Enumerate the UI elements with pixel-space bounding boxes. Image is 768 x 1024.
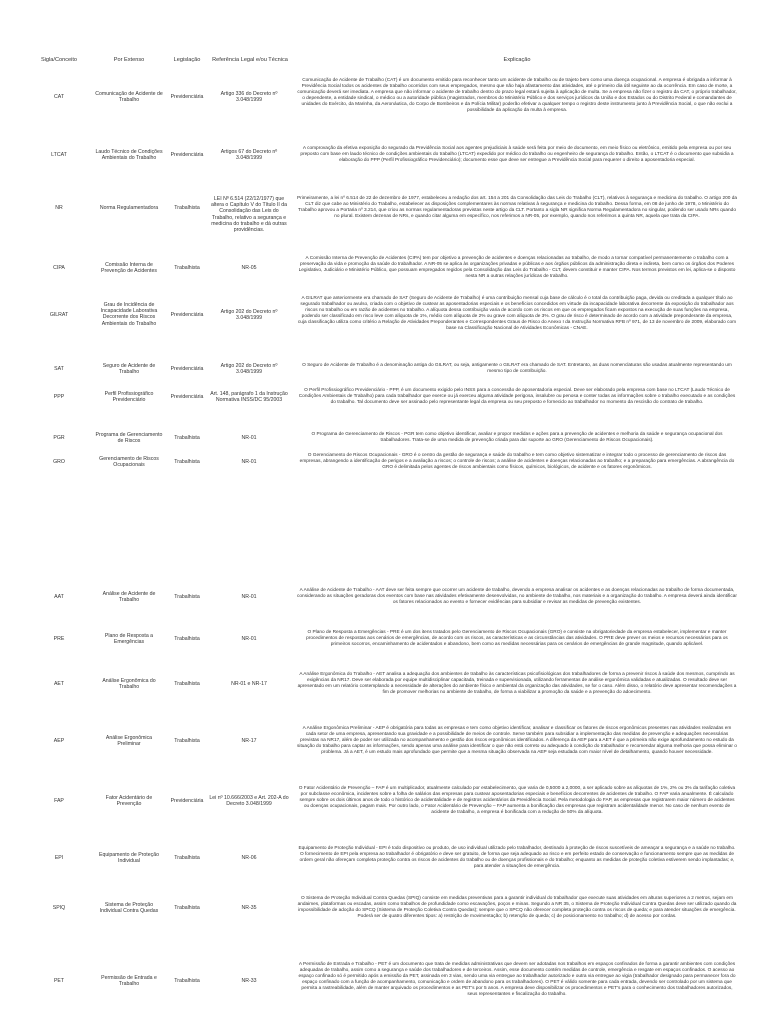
cell-explicacao: Primeiramente, a lei nº 6.514 de 22 de dezembro de 1977, estabeleceu a redação dos art. 154 a 201 da Consolidação das Leis do Trabalho (CLT), relativos à segurança e medicina do trabalho. O artigo 200 da CLT diz que cabe ao Ministério do Trabalho, estabelecer as disposições complementares às normas relativas à segurança e medicina do trabalho. Dessa forma, em 08 de junho de 1978, o Ministério do Trabalho aprovou a Portaria nº 3.214, que criou as normas regulamentadoras previstas neste artigo da CLT. Portanto a sigla NR significa Norma Regulamentadora no singular, podendo ser usado NRs quando no plural. Existem dezenas de NRs, e quando citar alguma em específico, nos referimos a NR-05, por exemplo, quando nos referimos a quinta NR, aquela que trata da CIPA. [297, 196, 737, 220]
cell-referencia: NR-01 [241, 459, 257, 465]
table-row [0, 78, 768, 136]
table-row [0, 432, 768, 446]
cell-extenso: Comunicação de Acidente de Trabalho [95, 90, 163, 103]
cell-referencia: NR-01 e NR-17 [231, 681, 267, 687]
table-row [0, 363, 768, 377]
cell-extenso: Programa de Gerenciamento de Riscos [95, 432, 163, 445]
cell-sigla: AEP [53, 738, 65, 744]
table-row [0, 146, 768, 184]
cell-referencia: NR-01 [241, 435, 257, 441]
cell-sigla: AAT [54, 594, 64, 600]
cell-sigla: PRE [53, 636, 65, 642]
cell-sigla: SAT [54, 366, 64, 372]
cell-extenso: Gerenciamento de Riscos Ocupacionais [99, 456, 159, 469]
cell-extenso: Sistema de Proteção Individual Contra Quedas [99, 902, 159, 915]
cell-legislacao: Previdenciária [170, 311, 204, 318]
cell-legislacao: Trabalhista [174, 459, 200, 465]
cell-legislacao: Trabalhista [174, 905, 200, 911]
cell-legislacao: Trabalhista [174, 738, 200, 744]
cell-extenso: Perfil Profissiográfico Previdenciário [104, 391, 154, 404]
cell-legislacao: Trabalhista [174, 977, 200, 984]
cell-extenso: Análise Ergonômica Preliminar [105, 735, 153, 748]
cell-referencia: Artigos 67 do Decreto nº 3.048/1999 [220, 149, 278, 162]
cell-extenso: Grau de Incidência de Incapacidade Laborativa Decorrente dos Riscos Ambientais do Trabalho [100, 302, 158, 327]
cell-explicacao: O Sistema de Proteção Individual Contra Quedas (SPIQ) consiste em medidas preventivas para a garantir individual do trabalhador que execute suas atividades em alturas superiores a 2 metros, sejam em andaimes, plataformas ou escadas, assim como trabalhos de profundidade como escavações, poços e minas. Segundo a NR 35, o Sistema de Proteção Individual Contra Quedas deve ser utilizado quando da impossibilidade de adoção do SPCQ (Sistema de Proteção Coletiva Contra Quedas); sempre que o SPCQ não oferecer completa proteção contra os riscos de queda; e para atender situações de emergência. Poderá ser de quatro diferentes tipos: a) restrição de movimentação; b) retenção de queda; c) de posicionamento no trabalho; d) de acesso por cordas. [297, 896, 737, 920]
cell-referencia: Artigo 336 do Decreto nº 3.048/1999 [220, 90, 278, 103]
cell-referencia: NR-35 [241, 905, 257, 911]
cell-explicacao: A Análise Ergonômica do Trabalho - AET analisa a adequação dos ambientes de trabalho às características psicofisiológicas dos trabalhadores de forma a prevenir riscos à saúde dos mesmos, cumprindo as exigências da NR17. Deve ser elaborada por equipe multidisciplinar capacitada, treinada e supervisionada, utilizando ferramentas de análise ergonômica validadas e atualizadas. O resultado deve ser apresentado em um relatório contemplando a necessidade de alterações do ambiente físico e ambiental da organização das atividades, se for o caso. Além disso, o relatório deve apresentar recomendações a fim de promover melhorias no ambiente de trabalho, de forma a viabilizar a promoção da saúde e a prevenção do adoecimento. [297, 672, 737, 696]
cell-legislacao: Previdenciária [170, 93, 204, 100]
cell-sigla: GRO [53, 459, 65, 465]
cell-extenso: Laudo Técnico de Condições Ambientais do Trabalho [95, 149, 163, 162]
cell-explicacao: A Comissão Interna de Prevenção de Acidentes (CIPA) tem por objetivo a prevenção de acidentes e doenças relacionadas ao trabalho, de modo a tornar compatível permanentemente o trabalho com a preservação da vida e promoção da saúde do trabalhador. A NR-05 se aplica às organizações privadas e públicas e aos órgãos públicos da administração direta e indireta, bem como os órgãos dos Poderes Legislativo, Judiciário e Ministério Público, que possuam empregados regidos pela Consolidação das Leis do Trabalho - CLT, devem constituir e manter CIPA. Nos termos previstos em lei, aplica-se o disposto nesta NR a outras relações jurídicas de trabalho. [298, 256, 736, 280]
cell-extenso: Seguro de Acidente de Trabalho [102, 363, 156, 376]
table-row [0, 786, 768, 838]
cell-referencia: NR-05 [241, 265, 257, 271]
cell-explicacao: O Gerenciamento de Riscos Ocupacionais - GRO é o centro da gestão de segurança e saúde do trabalho e tem como objetivo sistematizar e integrar todo o processo de gerenciamento de riscos das empresas, abrangendo a identificação de perigos e a avaliação a riscos; o controle de riscos; a análise de acidentes e doenças relacionadas ao trabalho; e a preparação para emergências. A abrangência do GRO é delimitada pelos agentes de riscos ambientais como físicos, químicos, biológicos, de acidente e os fatores ergonômicos. [299, 453, 735, 471]
table-row [0, 846, 768, 888]
cell-extenso: Norma Regulamentadora [99, 205, 159, 211]
cell-extenso: Fator Acidentário de Prevenção [105, 795, 153, 808]
cell-referencia: Lei nº 10.666/2003 e Art. 202-A do Decreto 3.048/1999 [209, 795, 289, 808]
cell-legislacao: Previdenciária [170, 152, 204, 158]
cell-legislacao: Previdenciária [170, 394, 204, 400]
table-row [0, 256, 768, 284]
cell-sigla: LTCAT [51, 152, 67, 158]
header-extenso: Por Extenso [113, 57, 145, 63]
cell-referencia: NR-17 [241, 738, 257, 744]
table-row [0, 962, 768, 1022]
cell-extenso: Plano de Resposta a Emergências [104, 633, 154, 646]
cell-referencia: Art. 148, parágrafo 1 da Instrução Normativa INSS/DC 95/2003 [210, 391, 288, 404]
cell-referencia: NR-01 [241, 636, 257, 642]
cell-legislacao: Trabalhista [174, 435, 200, 441]
cell-legislacao: Trabalhista [174, 681, 200, 687]
cell-legislacao: Previdenciária [170, 366, 204, 372]
table-row [0, 630, 768, 664]
cell-legislacao: Trabalhista [174, 855, 200, 861]
cell-explicacao: O Fator Acidentário de Prevenção – FAP é um multiplicador, atualmente calculado por estabelecimento, que varia de 0,5000 a 2,0000, a ser aplicado sobre as alíquotas de 1%, 2% ou 3% da tarifação coletiva por subclasse econômica, incidentes sobre a folha de salários das empresas para custear aposentadorias especiais e benefícios decorrentes de acidentes de trabalho. O FAP varia anualmente. É calculado sempre sobre os dois últimos anos de todo o histórico de acidentalidade e de registros acidentários da Previdência Social. Pela metodologia do FAP, as empresas que registrarem maior número de acidentes ou doenças ocupacionais, pagam mais. Por outro lado, o Fator Acidentário de Prevenção – FAP aumenta a bonificação das empresas que registram acidentalidade menor. No caso de nenhum evento de acidente de trabalho, a empresa é bonificada com a redução de 50% da alíquota. [298, 786, 736, 816]
cell-sigla: CIPA [53, 265, 65, 271]
cell-extenso: Análise de Acidente de Trabalho [102, 591, 156, 604]
table-row [0, 672, 768, 720]
cell-referencia: NR-33 [241, 977, 257, 984]
cell-sigla: AET [53, 681, 65, 687]
header-legislacao: Legislação [173, 57, 201, 63]
cell-explicacao: O Programa de Gerenciamento de Riscos - PGR tem como objetivo identificar, avaliar e propor medidas e ações para a prevenção de acidentes e melhoria da saúde e segurança ocupacional dos trabalhadores. Trata-se de uma medida de prevenção criada para dar suporte ao GRO (Gerenciamento de Riscos Ocupacionais). [311, 432, 723, 444]
cell-referencia: Artigo 202 do Decreto nº 3.048/1999 [220, 363, 278, 376]
cell-referencia: Artigo 202 do Decreto nº 3.048/1999 [220, 308, 278, 321]
header-explicacao: Explicação [503, 57, 531, 63]
cell-legislacao: Trabalhista [174, 594, 200, 600]
table-row [0, 196, 768, 238]
table-row [0, 388, 768, 416]
cell-explicacao: A GILRAT que anteriormente era chamado de SAT (Seguro de Acidente de Trabalho) é uma contribuição mensal cuja base de cálculo é o total da contribuição paga, devida ou creditada a qualquer título ao segurado trabalhador ou avulso, criada com o objetivo de custear as aposentadorias especiais e os benefícios concedidos em virtude da incapacidade laborativa decorrente da exposição do trabalhador aos riscos no trabalho ou em razão de acidentes no trabalho. A alíquota dessa contribuição varia de acordo com os riscos em que os empregados ficam expostos na execução de suas funções na empresa, podendo ser classificado em risco leve com alíquota de 1%, médio com alíquota de 2% ou grave com alíquota de 3%. O grau de risco é determinado de acordo com a atividade preponderante da empresa, cuja classificação utiliza como critério a Relação de Atividades Preponderantes e Correspondentes Graus de Risco do Anexo I da Instrução Normativa RFB nº 971, de 13 de novembro de 2009, elaborado com base na Classificação Nacional de Atividades Econômicas - CNAE. [297, 296, 737, 332]
cell-explicacao: O Seguro de Acidente de Trabalho é a denominação antiga do GILRAT, ou seja, antigamente o GILRAT era chamado de SAT. Entretanto, as duas nomenclaturas são usadas atualmente representando um mesmo tipo de contribuição. [302, 363, 732, 375]
header-sigla: Sigla/Conceito [40, 57, 78, 63]
cell-legislacao: Trabalhista [174, 205, 200, 211]
cell-explicacao: A Análise Ergonômica Preliminar - AEP é obrigatória para todas as empresas e tem como objetivo identificar, analisar e classificar os fatores de riscos ergonômicos presentes nas atividades realizadas em cada setor de uma empresa, apresentando sua gravidade e a possibilidade de meios de controle. Serve também para subsidiar a implementação das medidas de prevenção e adequações necessárias previstas na NR17, além de poder ser utilizada no acompanhamento e gestão dos riscos ergonômicos identificados. A diferença da AEP para a AET é que a primeira não exige aprofundamento no estudo da situação do trabalho para captar as informações, sendo apenas uma análise para identificar o que não está correto ou adequado à condição do trabalhador e recomendar alguma melhoria que possa eliminar o problema. Já a AET, é um estudo mais aprofundado que permite que a mesma situação observada na AEP seja estudada com maior nível de detalhamento, quando houver necessidade. [297, 726, 737, 756]
cell-explicacao: Comunicação de Acidente de Trabalho (CAT) é um documento emitido para reconhecer tanto um acidente de trabalho ou de trajeto bem como uma doença ocupacional. A empresa é obrigada a informar à Previdência Social todos os acidentes de trabalho ocorridos com seus empregados, mesmo que não haja afastamento das atividades, até o primeiro dia útil seguinte ao da ocorrência. Em caso de morte, a comunicação deverá ser imediata. A empresa que não informar o acidente de trabalho dentro do prazo legal estará sujeita à aplicação de multa. Se a empresa não fizer o registro da CAT, o próprio trabalhador, o dependente, a entidade sindical, o médico ou a autoridade pública (magistrados, membros do Ministério Público e dos serviços jurídicos da União e dos Estados ou do Distrito Federal e comandantes de unidades do Exército, da Marinha, da Aeronáutica, do Corpo de Bombeiros e da Polícia Militar) poderão efetivar a qualquer tempo o registro deste instrumento junto à Previdência Social, o que não exclui a possibilidade da aplicação da multa à empresa. [297, 78, 737, 114]
cell-legislacao: Trabalhista [174, 636, 200, 642]
cell-sigla: CAT [54, 93, 64, 100]
cell-extenso: Análise Ergonômica do Trabalho [102, 678, 156, 691]
cell-referencia: LEI Nº 6.514 (22/12/1977) que altera o Capítulo V do Título II da Consolidação das Leis do Trabalho, relativo a segurança e medicina do trabalho e dá outras providências. [210, 196, 288, 234]
cell-sigla: NR [55, 205, 63, 211]
cell-explicacao: Equipamento de Proteção Individual - EPI é todo dispositivo ou produto, de uso individual utilizado pelo trabalhador, destinado à proteção de riscos suscetíveis de ameaçar a segurança e a saúde no trabalho. O fornecimento de EPI pela empresa ao trabalhador é obrigatório e deve ser gratuito, de forma que seja adequado ao risco e em perfeito estado de conservação e funcionamento sempre que as medidas de ordem geral não ofereçam completa proteção contra os riscos de acidentes do trabalho ou de doenças profissionais e do trabalho; enquanto as medidas de proteção coletiva estiverem sendo implantadas; e, para atender a situações de emergência. [298, 846, 736, 870]
table-row [0, 453, 768, 481]
cell-sigla: FAP [54, 798, 64, 804]
table-row [0, 896, 768, 946]
cell-sigla: PET [53, 977, 65, 984]
header-referencia: Referência Legal e/ou Técnica [212, 57, 288, 63]
cell-explicacao: A comprovação da efetiva exposição do segurado da Previdência Social aos agentes prejudiciais à saúde será feita por meio de documento, em meio físico ou eletrônico, emitido pela empresa ou por seu preposto com base em laudo técnico de condições ambientais do trabalho (LTCAT) expedido por médico do trabalho ou engenheiro de segurança do trabalho. Então, o LTCAT é o documento que subsidia a elaboração do PPP (Perfil Profissiográfico Previdenciário); documento esse que deve ser entregue a Previdência Social para requerer o direito a aposentadoria especial. [300, 146, 734, 164]
cell-explicacao: A Permissão de Entrada e Trabalho - PET é um documento que trata de medidas administrativas que devem ser adotadas nos trabalhos em espaços confinados de forma a garantir ambientes com condições adequadas de trabalho, assim como a segurança e saúde dos trabalhadores e de terceiros. Assim, esse documento contém medidas de controle, emergência e resgate em espaços confinados. O acesso ao espaço confinado só é permitido após a emissão da PET, assinada em 3 vias, sendo uma via entregue ao trabalhador autorizado e outra via entregue ao vigia (trabalhador designado para permanecer fora do espaço confinado com a função de acompanhamento, comunicação e ordem de abandono para os trabalhadores). O PET é válido somente para cada entrada, devendo ser controlado por um sistema que permita a rastreabilidade, além de manter arquivado os procedimentos e as PET's por 5 anos. A empresa deve disponibilizar os procedimentos e PET's para o conhecimento dos trabalhadores autorizados, seus representantes e fiscalização do trabalho. [298, 962, 736, 998]
cell-referencia: NR-06 [241, 855, 257, 861]
cell-sigla: PGR [53, 435, 65, 441]
cell-explicacao: A Análise de Acidente de Trabalho - AAT deve ser feita sempre que ocorrer um acidente de trabalho, devendo a empresa analisar os acidentes e as doenças relacionadas ao trabalho de forma documentada, considerando as situações geradoras dos eventos com base nas atividades efetivamente desenvolvidas, no ambiente de trabalho, nos materiais e a organização do trabalho. A empresa deverá ainda identificar os fatores relacionados ao evento e fornecer evidências para subsidiar e revisar as medidas de prevenção existentes. [297, 588, 737, 606]
cell-extenso: Comissão Interna de Prevenção de Acidentes [101, 262, 157, 275]
cell-sigla: PPP [53, 394, 65, 400]
table-row [0, 588, 768, 624]
cell-sigla: GILRAT [49, 311, 69, 318]
cell-sigla: EPI [54, 855, 64, 861]
cell-sigla: SPIQ [52, 905, 66, 911]
cell-extenso: Permissão de Entrada e Trabalho [101, 974, 157, 987]
cell-legislacao: Previdenciária [170, 798, 204, 804]
cell-referencia: NR-01 [241, 594, 257, 600]
cell-explicacao: O Plano de Resposta a Emergências - PRE é um dos itens tratados pelo Gerenciamento de Riscos Ocupacionais (GRO) e consiste na obrigatoriedade da empresa estabelecer, implementar e manter procedimentos de respostas aos cenários de emergências, de acordo com os riscos, as características e as circunstâncias das atividades. O PRE deve prever os meios e recursos necessários para os primeiros socorros, encaminhamento de acidentados e abandono, bem como as medidas necessárias para os cenários de emergências de grande magnitude, quando aplicável. [306, 630, 728, 648]
table-row [0, 726, 768, 780]
table-row [0, 296, 768, 346]
cell-explicacao: O Perfil Profissiográfico Previdenciário - PPP, é um documento exigido pelo INSS para a concessão de aposentadoria especial. Deve ser elaborado pela empresa com base no LTCAT (Laudo Técnico de Condições Ambientais de Trabalho) para cada trabalhador que exerce ou já exerceu alguma atividade perigosa, insalubre ou penosa e conter todas as informações sobre o trabalho executado e as condições do trabalho. Tal documento deve ser assinado pelo representante legal da empresa ou seu preposto e fornecido ao trabalhador no momento da rescisão do contrato de trabalho. [298, 388, 736, 406]
cell-legislacao: Trabalhista [174, 265, 200, 271]
cell-extenso: Equipamento de Proteção Individual [99, 852, 159, 865]
